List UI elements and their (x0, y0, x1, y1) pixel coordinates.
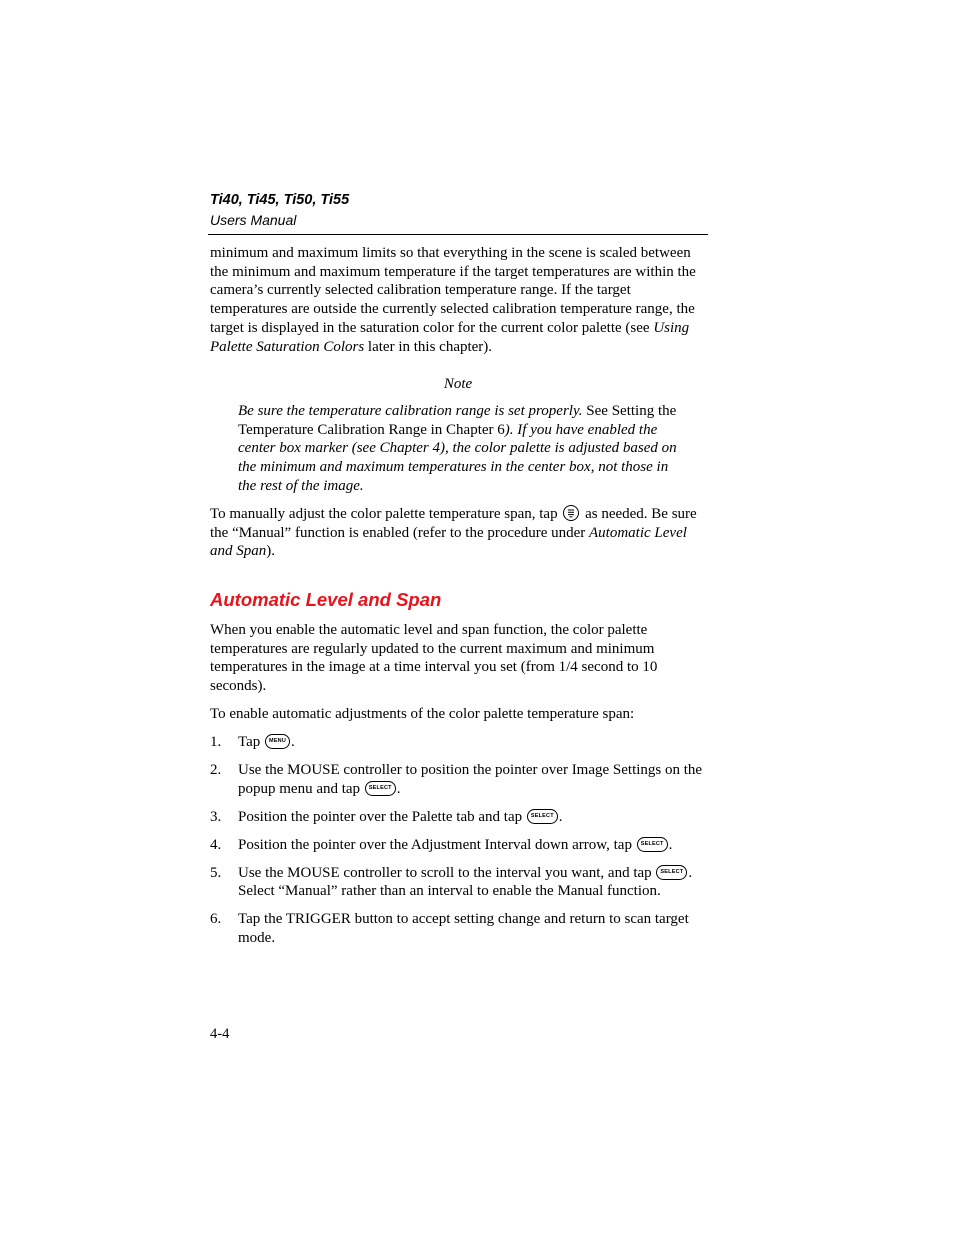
step-text-before: Tap the TRIGGER button to accept setting change and return to scan target mode. (238, 911, 689, 947)
intro-text: minimum and maximum limits so that everything in the scene is scaled between the minimum and maximum temperature if the target temperatures are within the camera’s currently selected calibration temperature range. If the target temperatures are outside the currently selected calibration temperature range, the target is displayed in the saturation color for the current color palette (see (210, 245, 696, 336)
select-button-icon: SELECT (656, 865, 687, 880)
step-text (238, 864, 710, 901)
step-item (210, 864, 710, 901)
step-text-before: Tap (238, 734, 265, 750)
step-text-before: Use the MOUSE controller to scroll to the interval you want, and tap (238, 864, 656, 881)
header-subtitle: Users Manual (210, 212, 297, 228)
step-text-before: Use the MOUSE controller to position the pointer over Image Settings on the popup menu and tap (238, 762, 703, 797)
manual-text-2: as needed. Be sure the “Manual” function is enabled (refer to the procedure under (210, 506, 697, 541)
step-item (210, 910, 710, 947)
steps-list (210, 733, 710, 957)
step-text-after: . (558, 808, 563, 825)
step-number: 4. (210, 836, 222, 853)
step-item (210, 761, 710, 798)
select-button-icon: SELECT (527, 809, 558, 824)
note-plain: See Setting the Temperature Calibration Range in Chapter 6 (238, 403, 677, 438)
step-text-before: Position the pointer over the Adjustment Interval down arrow, tap (238, 836, 636, 853)
step-text-before: Position the pointer over the Palette tab and tap (238, 808, 526, 825)
step-number: 6. (210, 911, 222, 928)
intro-link-italic: Using Palette Saturation Colors (210, 319, 690, 355)
select-button-icon: SELECT (637, 837, 668, 852)
step-number: 2. (210, 762, 222, 778)
header-title: Ti40, Ti45, Ti50, Ti55 (210, 192, 350, 208)
note-italic-2: ). If you have enabled the center box marker (see Chapter 4), the color palette is adjusted based on the minimum and maximum temperatures in the center box, not those in the rest of the image. (238, 421, 677, 494)
step-item (210, 733, 710, 752)
page-number: 4-4 (210, 1026, 230, 1042)
select-button-icon: SELECT (365, 781, 396, 796)
step-item (210, 836, 710, 855)
manual-text-3: ). (266, 543, 275, 560)
step-text (238, 910, 710, 947)
step-text-after: . (668, 836, 673, 853)
menu-button-icon: MENU (265, 734, 290, 749)
header-divider (208, 234, 708, 235)
step-text-after: . (396, 780, 401, 797)
section-paragraph-1: When you enable the automatic level and span function, the color palette temperatures are regularly updated to the current maximum and minimum temperatures in the image at a time interval you set (from 1/4 second to 10 seconds). (210, 622, 658, 695)
section-heading: Automatic Level and Span (210, 589, 442, 610)
section-paragraph-2: To enable automatic adjustments of the color palette temperature span: (210, 706, 635, 722)
step-number: 5. (210, 864, 222, 881)
manual-italic-ref: Automatic Level and Span (210, 524, 687, 560)
note-body (238, 402, 688, 496)
manual-text-1: To manually adjust the color palette temperature span, tap (210, 506, 562, 522)
step-item (210, 808, 710, 827)
step-number: 3. (210, 808, 222, 825)
intro-text-end: later in this chapter). (364, 338, 493, 355)
step-text (238, 808, 710, 827)
step-text-after: . (291, 734, 295, 750)
step-number: 1. (210, 734, 222, 750)
step-text-after: . Select “Manual” rather than an interval to enable the Manual function. (238, 864, 693, 900)
intro-paragraph (210, 244, 710, 356)
step-text (238, 836, 710, 855)
span-adjust-icon (563, 505, 579, 521)
step-text (238, 761, 710, 798)
step-text (238, 733, 710, 752)
note-label: Note (443, 376, 473, 392)
manual-span-paragraph (210, 505, 710, 561)
note-italic-1: Be sure the temperature calibration range is set properly. (238, 403, 583, 419)
